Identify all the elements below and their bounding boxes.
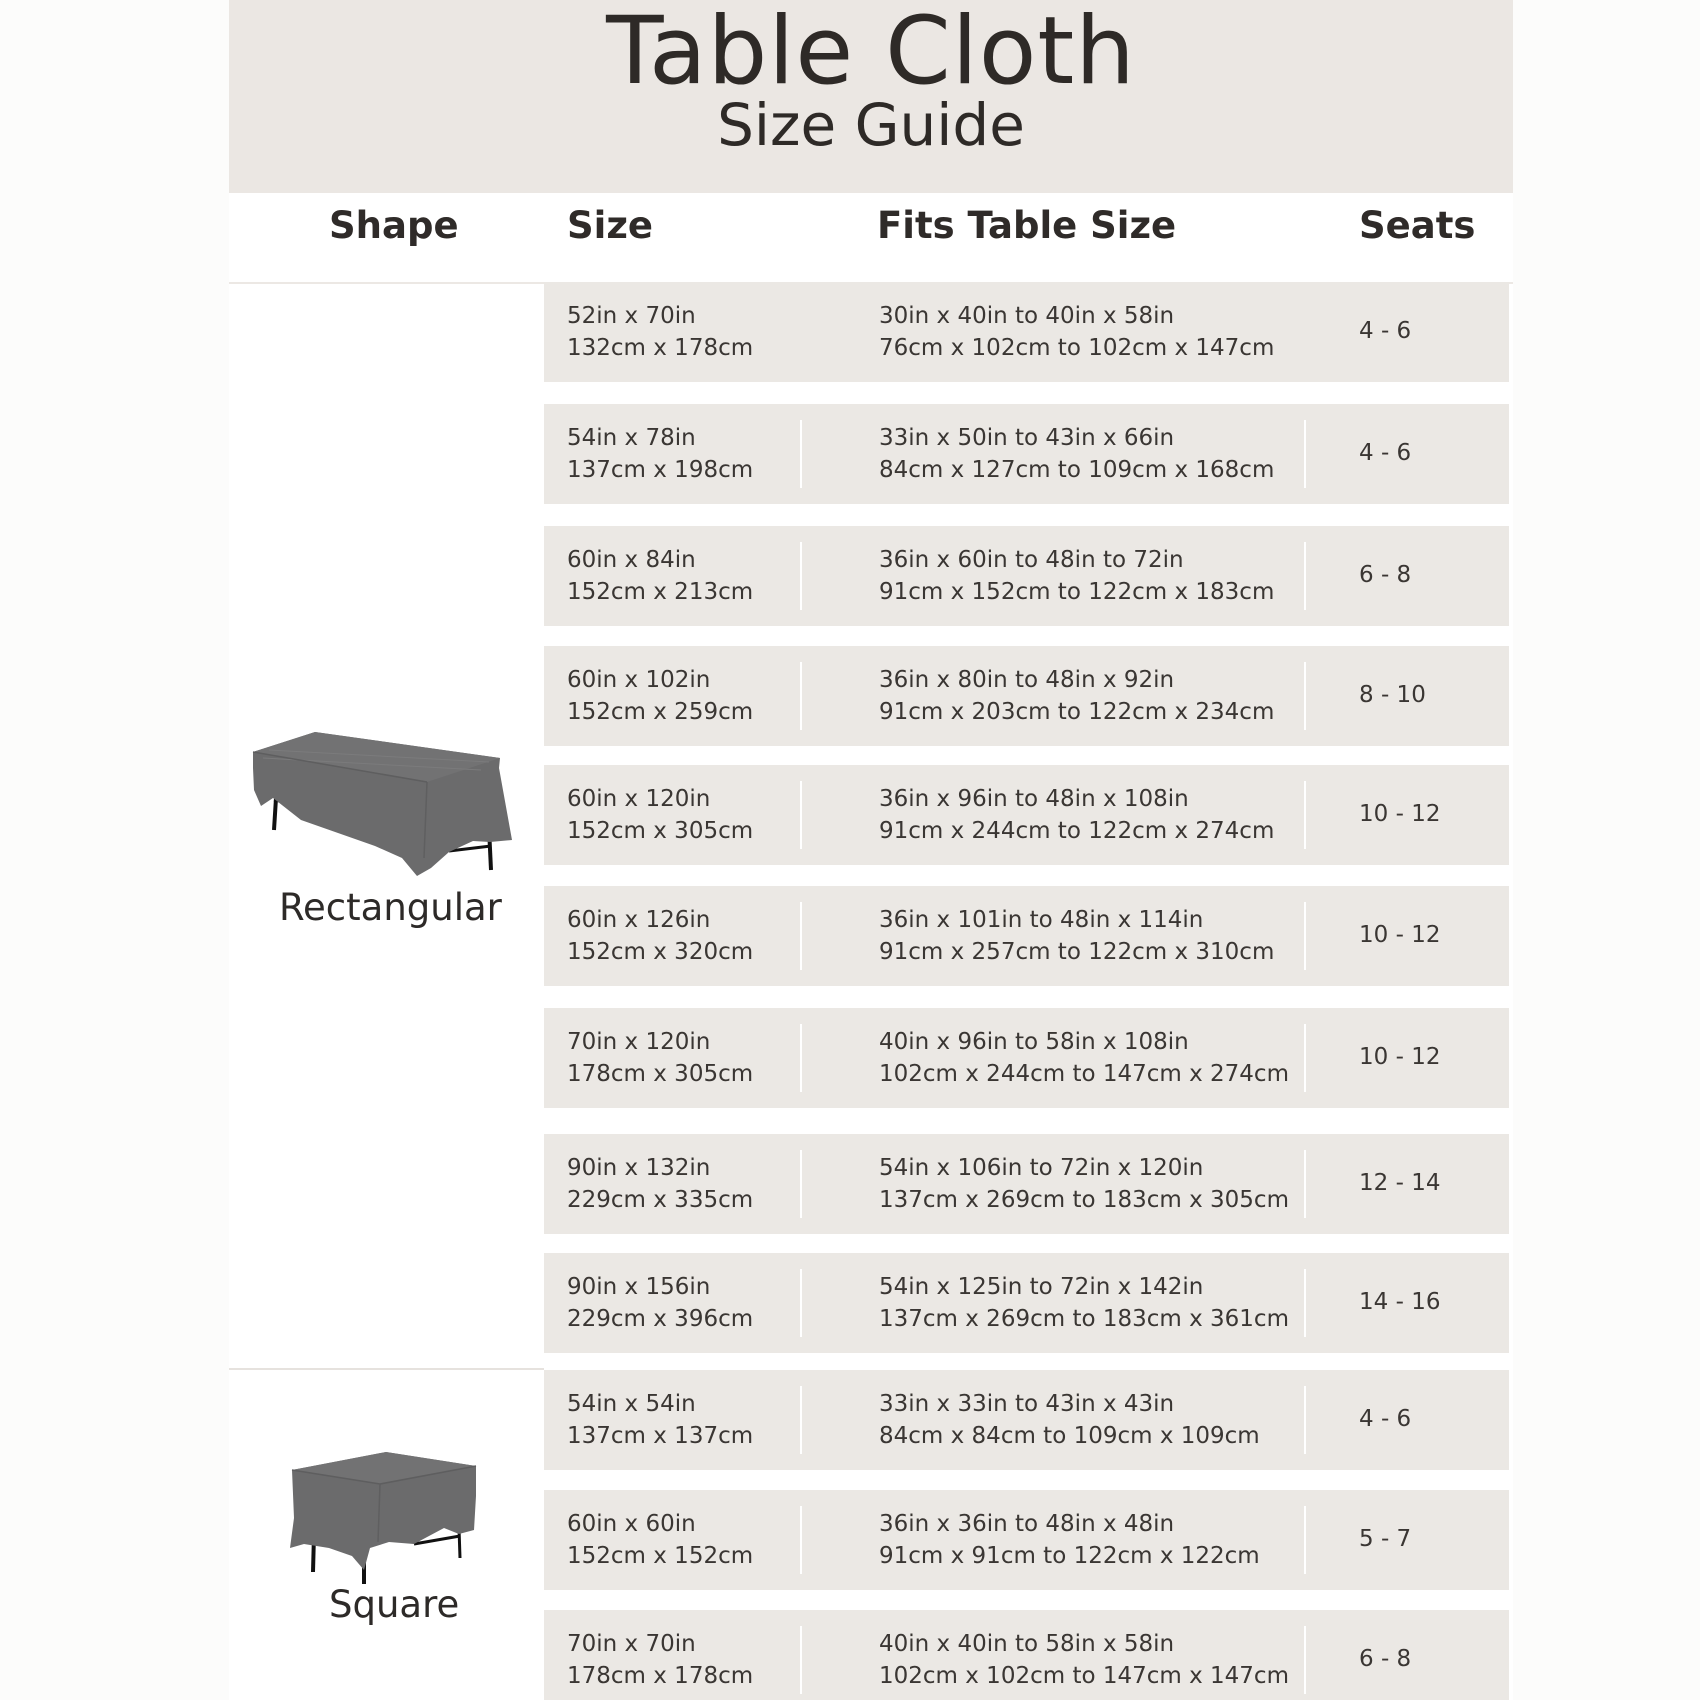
seats-cell: 8 - 10	[1359, 682, 1426, 708]
fits-inches: 40in x 40in to 58in x 58in	[879, 1631, 1175, 1657]
column-header-size: Size	[567, 204, 653, 247]
table-row	[544, 282, 1509, 382]
column-separator	[1304, 1506, 1306, 1574]
size-centimeters: 229cm x 396cm	[567, 1305, 754, 1332]
size-inches: 60in x 102in	[567, 667, 711, 693]
column-separator	[1304, 1626, 1306, 1694]
size-cell	[567, 1389, 753, 1452]
title-banner	[229, 0, 1513, 193]
column-separator	[1304, 1024, 1306, 1092]
table-row	[544, 1134, 1509, 1234]
square-tablecloth-icon	[284, 1448, 494, 1592]
size-cell	[567, 1629, 753, 1692]
fits-inches: 30in x 40in to 40in x 58in	[879, 303, 1175, 329]
seats-cell: 6 - 8	[1359, 562, 1412, 588]
column-separator	[800, 1506, 802, 1574]
table-row	[544, 646, 1509, 746]
fits-centimeters: 91cm x 244cm to 122cm x 274cm	[879, 817, 1275, 844]
fits-centimeters: 84cm x 84cm to 109cm x 109cm	[879, 1422, 1260, 1449]
fits-table-size-cell	[879, 665, 1274, 728]
column-header-fits-table-size: Fits Table Size	[877, 204, 1177, 247]
size-cell	[567, 1509, 753, 1572]
fits-table-size-cell	[879, 1509, 1260, 1572]
size-inches: 90in x 132in	[567, 1155, 711, 1181]
shape-label-rectangular: Rectangular	[279, 886, 502, 929]
column-separator	[800, 902, 802, 970]
table-row	[544, 886, 1509, 986]
size-centimeters: 229cm x 335cm	[567, 1186, 754, 1213]
fits-inches: 40in x 96in to 58in x 108in	[879, 1029, 1189, 1055]
fits-table-size-cell	[879, 1027, 1289, 1090]
fits-table-size-cell	[879, 423, 1274, 486]
size-cell	[567, 301, 753, 364]
size-centimeters: 152cm x 320cm	[567, 938, 754, 965]
size-centimeters: 152cm x 259cm	[567, 698, 754, 725]
size-guide-sheet	[229, 0, 1513, 1700]
fits-inches: 33in x 50in to 43in x 66in	[879, 425, 1175, 451]
column-separator	[800, 1024, 802, 1092]
seats-cell: 14 - 16	[1359, 1289, 1441, 1315]
size-inches: 60in x 60in	[567, 1511, 696, 1537]
fits-centimeters: 137cm x 269cm to 183cm x 361cm	[879, 1305, 1289, 1332]
size-cell	[567, 423, 753, 486]
size-inches: 90in x 156in	[567, 1274, 711, 1300]
fits-centimeters: 102cm x 244cm to 147cm x 274cm	[879, 1060, 1289, 1087]
column-separator	[1304, 542, 1306, 610]
column-separator	[1304, 662, 1306, 730]
table-row	[544, 404, 1509, 504]
size-cell	[567, 1153, 753, 1216]
seats-cell: 10 - 12	[1359, 922, 1441, 948]
fits-inches: 33in x 33in to 43in x 43in	[879, 1391, 1175, 1417]
fits-table-size-cell	[879, 784, 1274, 847]
seats-cell: 4 - 6	[1359, 318, 1412, 344]
fits-table-size-cell	[879, 1629, 1289, 1692]
size-inches: 70in x 70in	[567, 1631, 696, 1657]
size-centimeters: 137cm x 137cm	[567, 1422, 754, 1449]
size-inches: 60in x 84in	[567, 547, 696, 573]
column-separator	[800, 781, 802, 849]
fits-inches: 36in x 96in to 48in x 108in	[879, 786, 1189, 812]
column-separator	[800, 1269, 802, 1337]
column-separator	[800, 542, 802, 610]
column-separator	[1304, 781, 1306, 849]
column-header-seats: Seats	[1359, 204, 1476, 247]
column-header-shape: Shape	[329, 204, 459, 247]
table-row	[544, 1610, 1509, 1700]
column-separator	[1304, 1150, 1306, 1218]
fits-centimeters: 91cm x 152cm to 122cm x 183cm	[879, 578, 1275, 605]
column-separator	[1304, 1269, 1306, 1337]
fits-centimeters: 84cm x 127cm to 109cm x 168cm	[879, 456, 1275, 483]
fits-centimeters: 91cm x 203cm to 122cm x 234cm	[879, 698, 1275, 725]
fits-centimeters: 76cm x 102cm to 102cm x 147cm	[879, 334, 1275, 361]
fits-centimeters: 91cm x 91cm to 122cm x 122cm	[879, 1542, 1260, 1569]
fits-table-size-cell	[879, 1389, 1260, 1452]
size-cell	[567, 545, 753, 608]
fits-table-size-cell	[879, 905, 1274, 968]
fits-inches: 54in x 106in to 72in x 120in	[879, 1155, 1204, 1181]
size-cell	[567, 905, 753, 968]
seats-cell: 10 - 12	[1359, 801, 1441, 827]
column-separator	[1304, 1386, 1306, 1454]
fits-centimeters: 137cm x 269cm to 183cm x 305cm	[879, 1186, 1289, 1213]
fits-table-size-cell	[879, 1153, 1289, 1216]
page-subtitle: Size Guide	[717, 91, 1025, 159]
size-centimeters: 132cm x 178cm	[567, 334, 754, 361]
size-centimeters: 152cm x 213cm	[567, 578, 754, 605]
column-separator	[800, 420, 802, 488]
size-inches: 70in x 120in	[567, 1029, 711, 1055]
table-row	[544, 1008, 1509, 1108]
size-cell	[567, 784, 753, 847]
column-separator	[800, 1626, 802, 1694]
size-centimeters: 137cm x 198cm	[567, 456, 754, 483]
size-centimeters: 178cm x 178cm	[567, 1662, 754, 1689]
seats-cell: 10 - 12	[1359, 1044, 1441, 1070]
table-row	[544, 1490, 1509, 1590]
size-cell	[567, 1272, 753, 1335]
column-separator	[800, 662, 802, 730]
seats-cell: 4 - 6	[1359, 440, 1412, 466]
fits-inches: 36in x 80in to 48in x 92in	[879, 667, 1175, 693]
fits-inches: 36in x 101in to 48in x 114in	[879, 907, 1204, 933]
size-inches: 60in x 120in	[567, 786, 711, 812]
column-separator	[800, 1150, 802, 1218]
page-title: Table Cloth	[606, 0, 1136, 106]
fits-table-size-cell	[879, 545, 1274, 608]
size-inches: 54in x 54in	[567, 1391, 696, 1417]
seats-cell: 12 - 14	[1359, 1170, 1441, 1196]
fits-centimeters: 102cm x 102cm to 147cm x 147cm	[879, 1662, 1289, 1689]
fits-centimeters: 91cm x 257cm to 122cm x 310cm	[879, 938, 1275, 965]
shape-label-square: Square	[329, 1583, 460, 1626]
table-row	[544, 1370, 1509, 1470]
size-inches: 60in x 126in	[567, 907, 711, 933]
fits-inches: 54in x 125in to 72in x 142in	[879, 1274, 1204, 1300]
table-row	[544, 765, 1509, 865]
size-centimeters: 178cm x 305cm	[567, 1060, 754, 1087]
size-cell	[567, 1027, 753, 1090]
size-centimeters: 152cm x 305cm	[567, 817, 754, 844]
seats-cell: 6 - 8	[1359, 1646, 1412, 1672]
table-row	[544, 526, 1509, 626]
column-separator	[1304, 420, 1306, 488]
size-inches: 52in x 70in	[567, 303, 696, 329]
seats-cell: 5 - 7	[1359, 1526, 1412, 1552]
column-separator	[1304, 902, 1306, 970]
size-centimeters: 152cm x 152cm	[567, 1542, 754, 1569]
seats-cell: 4 - 6	[1359, 1406, 1412, 1432]
size-inches: 54in x 78in	[567, 425, 696, 451]
column-separator	[800, 1386, 802, 1454]
fits-table-size-cell	[879, 1272, 1289, 1335]
shape-group-divider	[229, 1368, 544, 1370]
rectangular-tablecloth-icon	[249, 728, 534, 888]
fits-inches: 36in x 36in to 48in x 48in	[879, 1511, 1175, 1537]
fits-table-size-cell	[879, 301, 1274, 364]
fits-inches: 36in x 60in to 48in to 72in	[879, 547, 1184, 573]
size-cell	[567, 665, 753, 728]
table-row	[544, 1253, 1509, 1353]
